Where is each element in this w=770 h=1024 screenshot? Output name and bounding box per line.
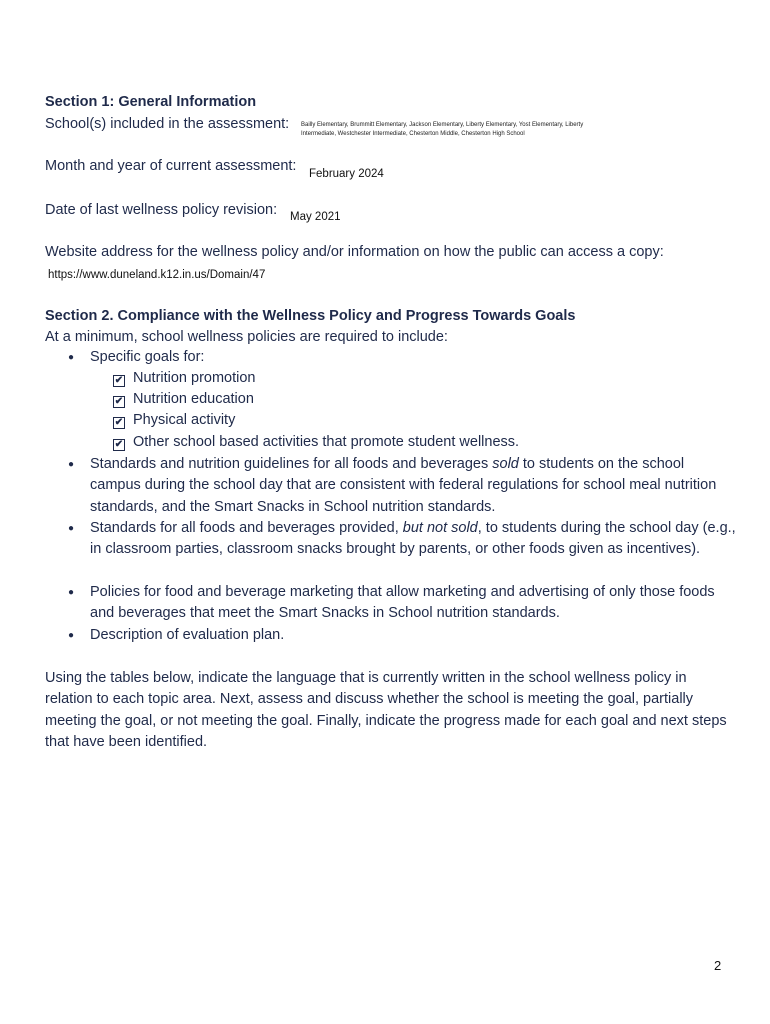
month-value: February 2024 [309,168,384,180]
goal-label: Physical activity [133,412,236,428]
bullet-text: Specific goals for: [90,349,205,365]
bullet-text [90,454,738,518]
goal-item [113,389,254,410]
bullet-emphasis: but not sold [402,520,478,536]
bullet-text-part: , to students during the school day (e.g., in classroom parties, classroom snacks brought by parents, or other foods given as incentives). [90,520,736,558]
bullet-text: Policies for food and beverage marketing that allow marketing and advertising of only those foods and beverages that meet the Smart Snacks in School nutrition standards. [90,584,715,622]
schools-label: School(s) included in the assessment: [45,116,290,132]
bullet-emphasis: sold [492,456,519,472]
bullet-icon: ● [68,523,75,534]
revision-value: May 2021 [290,211,341,223]
checkbox-checked-icon: ✔ [114,439,124,450]
bullet-icon: ● [68,459,75,470]
checkbox-checked-icon: ✔ [114,396,124,407]
bullet-text [90,518,738,561]
goal-label: Nutrition education [133,391,254,407]
section1-heading: Section 1: General Information [45,94,257,110]
goal-label: Other school based activities that promote student wellness. [133,434,520,450]
goal-item [113,368,256,389]
schools-value: Bailly Elementary, Brummitt Elementary, Jackson Elementary, Liberty Elementary, Yost Elementary, Liberty Intermediate, Westchester Intermediate, Chesterton Middle, Chesterton High School [301,122,584,137]
revision-label: Date of last wellness policy revision: [45,202,278,218]
goal-label: Nutrition promotion [133,370,256,386]
section2-heading: Section 2. Compliance with the Wellness Policy and Progress Towards Goals [45,308,576,324]
goal-item [113,432,519,453]
month-label: Month and year of current assessment: [45,158,297,174]
bullet-evaluation [68,625,738,646]
website-label: Website address for the wellness policy and/or information on how the public can access a copy: [45,244,664,260]
bullet-text-part: Standards for all foods and beverages provided, [90,520,403,536]
bullet-text-part: Standards and nutrition guidelines for all foods and beverages [90,456,493,472]
bullet-text-part: to students on the school campus during the school day that are consistent with federal regulations for school meal nutrition standards, and the Smart Snacks in School nutrition standards. [90,456,717,515]
bullet-standards-not-sold [68,518,738,561]
bullet-standards-sold [68,454,738,518]
section2-intro: At a minimum, school wellness policies are required to include: [45,329,448,345]
bullet-icon: ● [68,630,75,641]
bullet-text: Description of evaluation plan. [90,627,285,643]
closing-paragraph: Using the tables below, indicate the language that is currently written in the school wellness policy in relation to each topic area. Next, assess and discuss whether the school is meeting the goal, partially meeting the goal, or not meeting the goal. Finally, indicate the progress made for each goal and next steps that have been identified. [45,670,727,750]
checkbox-checked-icon: ✔ [114,375,124,386]
goal-item [113,410,235,431]
website-value: https://www.duneland.k12.in.us/Domain/47 [48,269,266,281]
bullet-icon: ● [68,352,75,363]
checkbox-checked-icon: ✔ [114,417,124,428]
bullet-goals [68,347,738,368]
page-number: 2 [714,958,722,973]
bullet-marketing [68,582,738,625]
bullet-icon: ● [68,587,75,598]
